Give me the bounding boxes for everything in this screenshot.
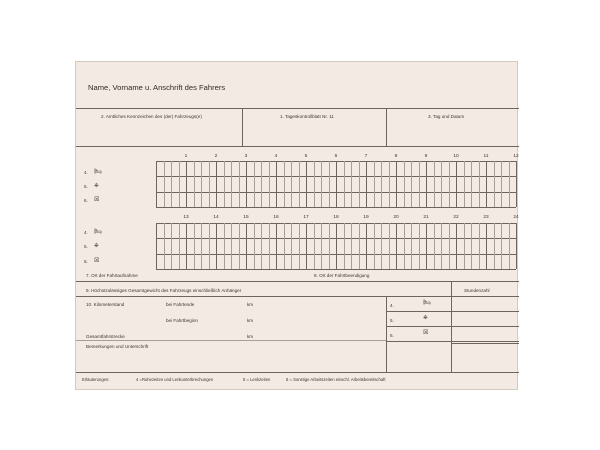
quarter-hour-line bbox=[291, 223, 292, 269]
hour-line bbox=[186, 161, 187, 207]
divider bbox=[76, 108, 519, 109]
quarter-hour-line bbox=[299, 223, 300, 269]
quarter-hour-line bbox=[479, 161, 480, 207]
quarter-hour-line bbox=[269, 223, 270, 269]
quarter-hour-line bbox=[314, 223, 315, 269]
hour-number: 7 bbox=[364, 154, 368, 159]
divider bbox=[386, 108, 387, 146]
hour-line bbox=[486, 161, 487, 207]
quarter-hour-line bbox=[501, 161, 502, 207]
quarter-hour-line bbox=[464, 161, 465, 207]
hour-line bbox=[306, 223, 307, 269]
hour-number: 16 bbox=[273, 215, 279, 220]
quarter-hour-line bbox=[224, 223, 225, 269]
divider bbox=[76, 372, 519, 373]
quarter-hour-line bbox=[284, 161, 285, 207]
quarter-hour-line bbox=[299, 161, 300, 207]
summary-row-4-label: 4. bbox=[390, 303, 394, 308]
start-location-label: 7. Ort der Fahrtaufnahme bbox=[86, 273, 138, 278]
hour-number: 13 bbox=[183, 215, 189, 220]
quarter-hour-line bbox=[501, 223, 502, 269]
quarter-hour-line bbox=[314, 161, 315, 207]
quarter-hour-line bbox=[231, 223, 232, 269]
hour-number: 21 bbox=[423, 215, 429, 220]
quarter-hour-line bbox=[374, 223, 375, 269]
activity-grid-hours-13-24 bbox=[156, 223, 516, 269]
steering-wheel-icon: ⎈ bbox=[94, 183, 99, 189]
quarter-hour-line bbox=[329, 161, 330, 207]
hour-number: 14 bbox=[213, 215, 219, 220]
quarter-hour-line bbox=[194, 161, 195, 207]
quarter-hour-line bbox=[479, 223, 480, 269]
quarter-hour-line bbox=[351, 223, 352, 269]
hour-line bbox=[246, 223, 247, 269]
hour-number: 20 bbox=[393, 215, 399, 220]
quarter-hour-line bbox=[321, 161, 322, 207]
work-icon: ☒ bbox=[423, 330, 429, 336]
quarter-hour-line bbox=[344, 223, 345, 269]
tachograph-record-sheet bbox=[75, 61, 518, 390]
hour-scale-1-12 bbox=[76, 154, 519, 160]
quarter-hour-line bbox=[201, 223, 202, 269]
hour-number: 22 bbox=[453, 215, 459, 220]
hour-number: 19 bbox=[363, 215, 369, 220]
divider bbox=[386, 326, 519, 327]
summary-row-5-label: 5. bbox=[390, 318, 394, 323]
quarter-hour-line bbox=[344, 161, 345, 207]
hour-scale-13-24 bbox=[76, 215, 519, 221]
quarter-hour-line bbox=[359, 161, 360, 207]
vehicle-registration-label: 2. Amtliches Kennzeichen des (der) Fahrzeugs(e) bbox=[101, 114, 202, 119]
end-location-label: 8. Ort der Fahrtbeendigung bbox=[314, 273, 370, 278]
quarter-hour-line bbox=[494, 161, 495, 207]
divider bbox=[76, 146, 519, 147]
hours-total-label: Stundenzahl bbox=[464, 288, 490, 293]
quarter-hour-line bbox=[381, 161, 382, 207]
quarter-hour-line bbox=[404, 161, 405, 207]
quarter-hour-line bbox=[359, 223, 360, 269]
hour-number: 3 bbox=[244, 154, 248, 159]
hour-number: 2 bbox=[214, 154, 218, 159]
quarter-hour-line bbox=[419, 161, 420, 207]
quarter-hour-line bbox=[464, 223, 465, 269]
quarter-hour-line bbox=[179, 161, 180, 207]
hour-number: 15 bbox=[243, 215, 249, 220]
bed-icon: 🛏︎ bbox=[423, 300, 431, 306]
divider bbox=[386, 311, 519, 312]
hour-line bbox=[336, 161, 337, 207]
km-unit: km bbox=[247, 334, 254, 339]
row-4-label: 4. bbox=[84, 230, 88, 235]
quarter-hour-line bbox=[209, 223, 210, 269]
hour-number: 24 bbox=[513, 215, 519, 220]
quarter-hour-line bbox=[419, 223, 420, 269]
quarter-hour-line bbox=[441, 161, 442, 207]
control-sheet-number-label: 1. Tageskontrollblatt Nr. 11 bbox=[280, 114, 334, 119]
hour-line bbox=[156, 223, 157, 269]
quarter-hour-line bbox=[449, 223, 450, 269]
hour-number: 1 bbox=[184, 154, 188, 159]
hour-number: 11 bbox=[483, 154, 489, 159]
divider bbox=[76, 281, 519, 282]
quarter-hour-line bbox=[411, 161, 412, 207]
quarter-hour-line bbox=[329, 223, 330, 269]
steering-wheel-icon: ⎈ bbox=[94, 243, 99, 249]
hour-number: 4 bbox=[274, 154, 278, 159]
hour-line bbox=[216, 161, 217, 207]
row-6-label: 6. bbox=[84, 198, 88, 203]
quarter-hour-line bbox=[509, 161, 510, 207]
hour-line bbox=[396, 223, 397, 269]
quarter-hour-line bbox=[269, 161, 270, 207]
grid-row-line bbox=[156, 269, 516, 270]
divider bbox=[451, 343, 519, 344]
km-unit: km bbox=[247, 318, 254, 323]
quarter-hour-line bbox=[261, 161, 262, 207]
quarter-hour-line bbox=[194, 223, 195, 269]
quarter-hour-line bbox=[254, 161, 255, 207]
divider bbox=[386, 296, 387, 372]
quarter-hour-line bbox=[239, 161, 240, 207]
quarter-hour-line bbox=[239, 223, 240, 269]
odometer-label: 10. Kilometerstand bbox=[86, 302, 125, 307]
quarter-hour-line bbox=[321, 223, 322, 269]
hour-line bbox=[516, 161, 517, 207]
quarter-hour-line bbox=[471, 223, 472, 269]
hour-number: 17 bbox=[303, 215, 309, 220]
quarter-hour-line bbox=[254, 223, 255, 269]
hour-line bbox=[426, 223, 427, 269]
hour-number: 8 bbox=[394, 154, 398, 159]
quarter-hour-line bbox=[171, 161, 172, 207]
quarter-hour-line bbox=[389, 161, 390, 207]
hour-number: 9 bbox=[424, 154, 428, 159]
divider bbox=[386, 341, 519, 342]
quarter-hour-line bbox=[411, 223, 412, 269]
quarter-hour-line bbox=[434, 161, 435, 207]
divider bbox=[242, 108, 243, 146]
quarter-hour-line bbox=[164, 223, 165, 269]
hour-line bbox=[156, 161, 157, 207]
driver-name-address-label: Name, Vorname u. Anschrift des Fahrers bbox=[88, 83, 226, 92]
hour-number: 6 bbox=[334, 154, 338, 159]
hour-line bbox=[306, 161, 307, 207]
remarks-signature-label: Bemerkungen und Unterschrift bbox=[86, 344, 149, 349]
row-5-label: 5. bbox=[84, 244, 88, 249]
hour-line bbox=[516, 223, 517, 269]
bed-icon: 🛏︎ bbox=[94, 169, 102, 175]
legend-rest: 4 =Ruhezeiten und Lenkunterbrechungen bbox=[136, 377, 214, 382]
quarter-hour-line bbox=[471, 161, 472, 207]
quarter-hour-line bbox=[389, 223, 390, 269]
divider bbox=[76, 296, 519, 297]
hour-number: 18 bbox=[333, 215, 339, 220]
quarter-hour-line bbox=[381, 223, 382, 269]
hour-line bbox=[216, 223, 217, 269]
odometer-end-label: bei Fahrtende bbox=[166, 302, 195, 307]
hour-number: 12 bbox=[513, 154, 519, 159]
max-weight-label: 9. Höchstzulässiges Gesamtgewicht des Fahrzeugs einschließlich Anhänger bbox=[86, 288, 242, 293]
hour-line bbox=[276, 161, 277, 207]
odometer-start-label: bei Fahrtbeginn bbox=[166, 318, 198, 323]
hour-number: 23 bbox=[483, 215, 489, 220]
quarter-hour-line bbox=[494, 223, 495, 269]
quarter-hour-line bbox=[164, 161, 165, 207]
quarter-hour-line bbox=[404, 223, 405, 269]
quarter-hour-line bbox=[374, 161, 375, 207]
legend-other-work: 6 = Sonstige Arbeitszeiten einschl. Arbeitsbereitschaft bbox=[286, 377, 386, 382]
quarter-hour-line bbox=[201, 161, 202, 207]
hour-line bbox=[186, 223, 187, 269]
quarter-hour-line bbox=[291, 161, 292, 207]
quarter-hour-line bbox=[231, 161, 232, 207]
hour-line bbox=[246, 161, 247, 207]
km-unit: km bbox=[247, 302, 254, 307]
hour-number: 5 bbox=[304, 154, 308, 159]
hour-line bbox=[456, 223, 457, 269]
quarter-hour-line bbox=[224, 161, 225, 207]
quarter-hour-line bbox=[441, 223, 442, 269]
hour-line bbox=[426, 161, 427, 207]
quarter-hour-line bbox=[171, 223, 172, 269]
work-icon: ☒ bbox=[94, 197, 100, 203]
steering-wheel-icon: ⎈ bbox=[423, 315, 428, 321]
quarter-hour-line bbox=[209, 161, 210, 207]
legend-driving: 5 = Lenkzeiten bbox=[243, 377, 271, 382]
total-distance-label: Gesamtfahrstrecke bbox=[86, 334, 125, 339]
quarter-hour-line bbox=[284, 223, 285, 269]
hour-line bbox=[366, 223, 367, 269]
hour-line bbox=[486, 223, 487, 269]
hour-line bbox=[366, 161, 367, 207]
hour-line bbox=[396, 161, 397, 207]
grid-row-line bbox=[156, 207, 516, 208]
row-6-label: 6. bbox=[84, 259, 88, 264]
quarter-hour-line bbox=[434, 223, 435, 269]
quarter-hour-line bbox=[509, 223, 510, 269]
explanations-label: Erläuterungen: bbox=[82, 377, 110, 382]
activity-grid-hours-1-12 bbox=[156, 161, 516, 207]
quarter-hour-line bbox=[449, 161, 450, 207]
summary-row-6-label: 6. bbox=[390, 333, 394, 338]
quarter-hour-line bbox=[261, 223, 262, 269]
hour-line bbox=[276, 223, 277, 269]
hour-line bbox=[336, 223, 337, 269]
quarter-hour-line bbox=[179, 223, 180, 269]
quarter-hour-line bbox=[351, 161, 352, 207]
divider bbox=[76, 340, 386, 341]
work-icon: ☒ bbox=[94, 258, 100, 264]
row-5-label: 5. bbox=[84, 184, 88, 189]
hour-line bbox=[456, 161, 457, 207]
bed-icon: 🛏︎ bbox=[94, 229, 102, 235]
hour-number: 10 bbox=[453, 154, 459, 159]
date-label: 3. Tag und Datum bbox=[428, 114, 465, 119]
row-4-label: 4. bbox=[84, 170, 88, 175]
